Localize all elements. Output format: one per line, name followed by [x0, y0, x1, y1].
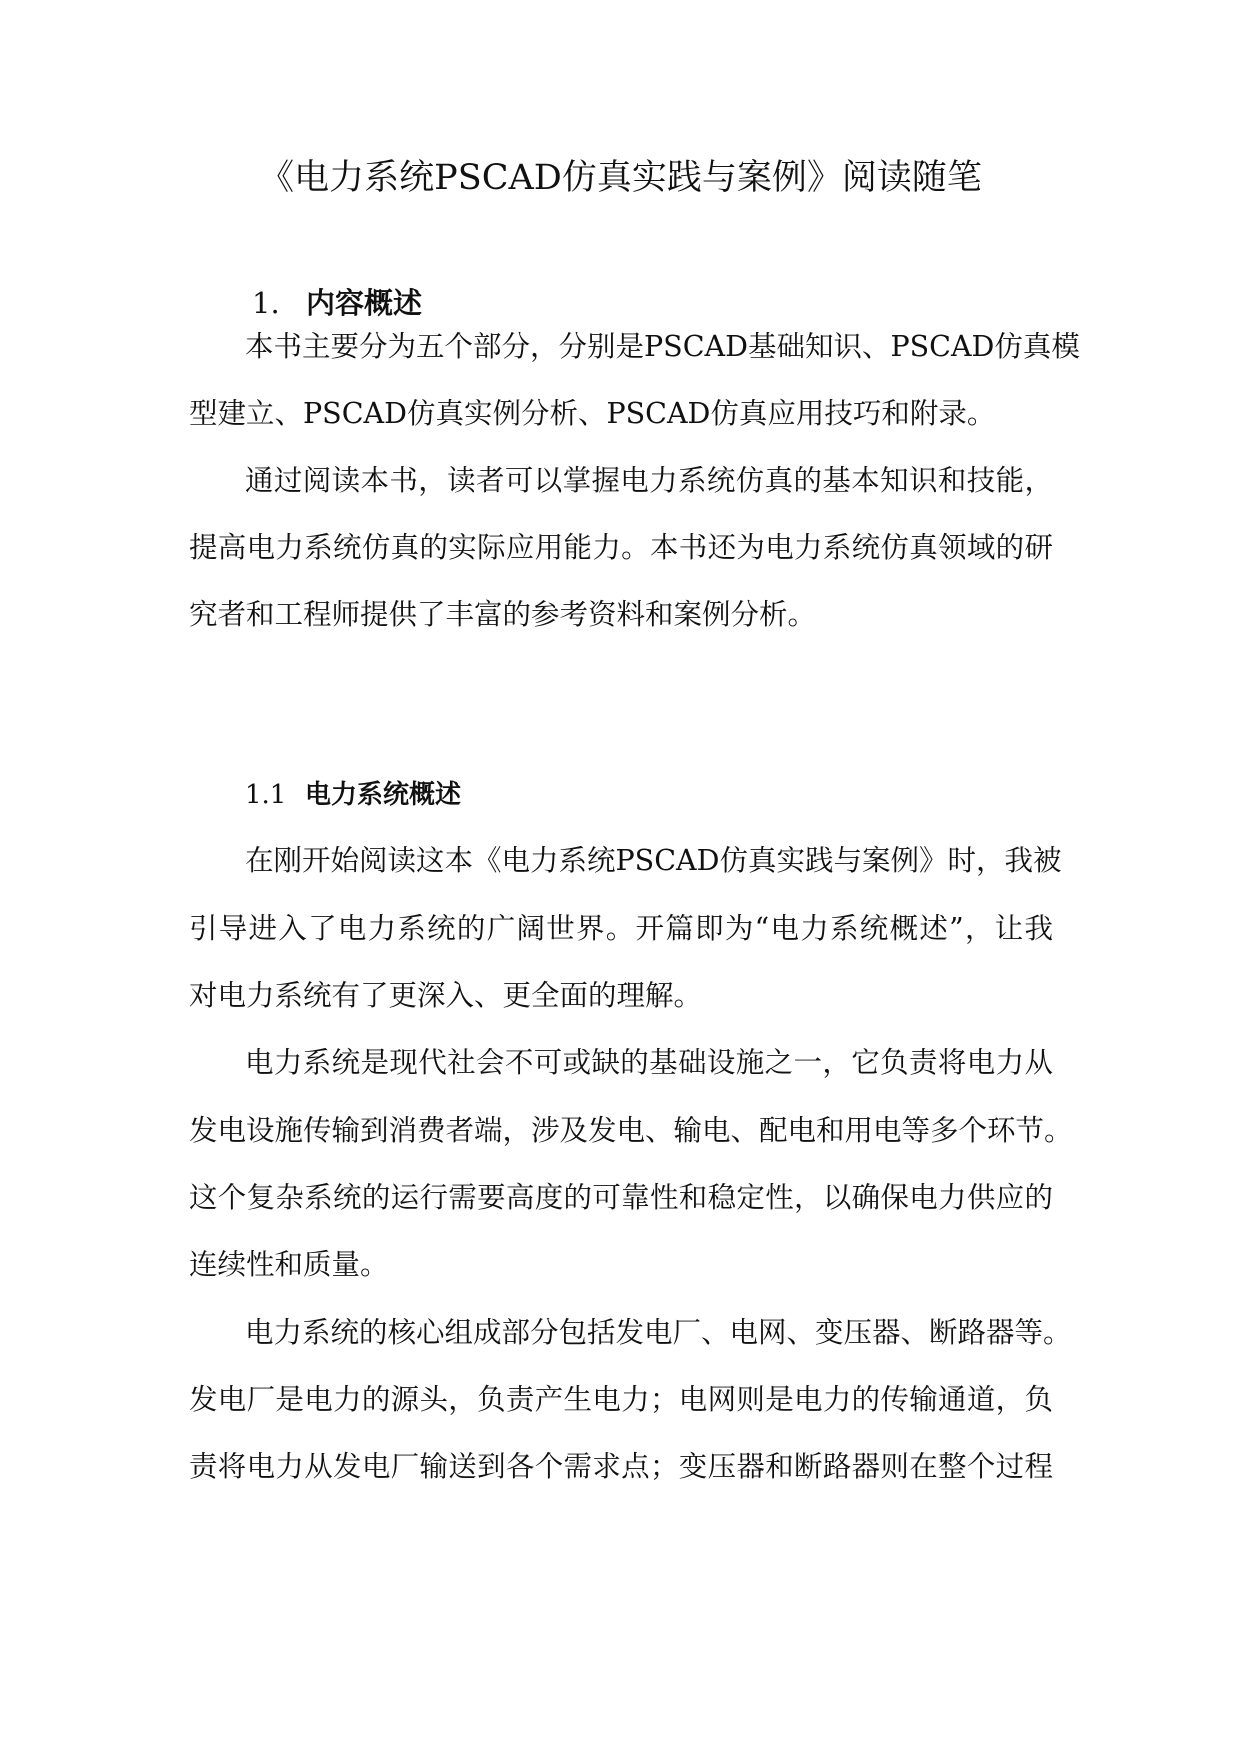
paragraph-line: 引导进入了电力系统的广阔世界。开篇即为“电力系统概述”，让我	[189, 912, 1053, 945]
paragraph-line: 对电力系统有了更深入、更全面的理解。	[189, 979, 703, 1012]
section-number: 1.	[252, 286, 280, 320]
paragraph-line: 发电厂是电力的源头，负责产生电力；电网则是电力的传输通道，负	[189, 1383, 1053, 1416]
section-heading-1-1	[245, 770, 461, 820]
paragraph-line: 在刚开始阅读这本《电力系统PSCAD仿真实践与案例》时，我被	[245, 844, 1062, 877]
paragraph-line: 发电设施传输到消费者端，涉及发电、输电、配电和用电等多个环节。	[189, 1114, 1073, 1147]
paragraph-line: 提高电力系统仿真的实际应用能力。本书还为电力系统仿真领域的研	[189, 531, 1053, 564]
paragraph-line: 连续性和质量。	[189, 1248, 389, 1281]
section-title: 电力系统概述	[305, 780, 462, 810]
paragraph-line: 本书主要分为五个部分，分别是PSCAD基础知识、PSCAD仿真模	[245, 330, 1080, 363]
paragraph-line: 电力系统是现代社会不可或缺的基础设施之一，它负责将电力从	[245, 1046, 1053, 1079]
paragraph-line: 型建立、PSCAD仿真实例分析、PSCAD仿真应用技巧和附录。	[189, 397, 996, 430]
paragraph-line: 电力系统的核心组成部分包括发电厂、电网、变压器、断路器等。	[245, 1316, 1072, 1349]
section-title: 内容概述	[306, 286, 423, 320]
paragraph-line: 通过阅读本书，读者可以掌握电力系统仿真的基本知识和技能，	[245, 464, 1053, 497]
paragraph-line: 究者和工程师提供了丰富的参考资料和案例分析。	[189, 598, 817, 631]
paragraph-line: 这个复杂系统的运行需要高度的可靠性和稳定性，以确保电力供应的	[189, 1181, 1053, 1214]
section-heading-1	[252, 278, 422, 328]
document-title: 《电力系统PSCAD仿真实践与案例》阅读随笔	[259, 158, 982, 198]
paragraph-line: 责将电力从发电厂输送到各个需求点；变压器和断路器则在整个过程	[189, 1450, 1053, 1483]
section-number: 1.1	[245, 780, 287, 810]
